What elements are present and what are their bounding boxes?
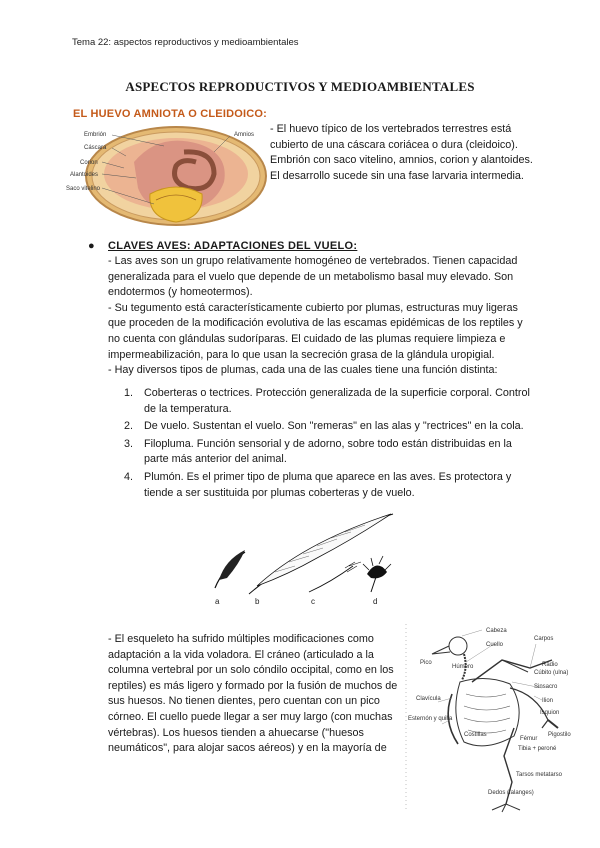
list-item: 1. Coberteras o tectrices. Protección generalizada de la superficie corporal. Control de la temperatura. xyxy=(124,387,530,415)
paragraph-amniote-egg: - El huevo típico de los vertebrados terrestres está cubierto de una cáscara coriácea o dura (cleidoico). Embrión con saco vitelino, amnios, corion y alantoides. El desarrollo sucede sin una fase larvaria intermedia. xyxy=(270,123,533,182)
skeleton-label-toes: Dedos (falanges) xyxy=(488,790,534,796)
skeleton-label-tibiotarsus: Tibia + peroné xyxy=(518,746,557,752)
bullet-dot: ● xyxy=(88,240,95,252)
bird-adaptations-text xyxy=(108,254,533,379)
feather-types-illustration xyxy=(205,508,395,606)
paragraph-bird-metabolism: - Las aves son un grupo relativamente homogéneo de vertebrados. Tienen capacidad generalizada para el vuelo que depende de un metabolismo basal muy elevado. Son endotermos (y homeotermos). xyxy=(108,255,518,299)
paragraph-skeleton: - El esqueleto ha sufrido múltiples modificaciones como adaptación a la vida voladora. El cráneo (articulado a la columna vertebral por un solo cóndilo occipital, como en los reptiles) es más ligero y formado por la fusión de muchos de sus huesos. No tienen dientes, pero cuentan con un pico córneo. El cuello puede llegar a ser muy largo (con muchas vértebras). Los huesos tienden a ahuecarse ("huesos neumáticos", para alojar sacos aéreos) y en la mayoría de xyxy=(108,633,398,755)
skeleton-label-neck: Cuello xyxy=(486,642,504,648)
skeleton-label-synsacrum: Sinsacro xyxy=(534,684,558,690)
feather-label-a: a xyxy=(215,597,220,606)
egg-label-yolk-sac: Saco vitelino xyxy=(66,186,101,192)
list-item: 2. De vuelo. Sustentan el vuelo. Son "remeras" en las alas y "rectrices" en la cola. xyxy=(124,420,524,433)
skeleton-label-femur: Fémur xyxy=(520,736,538,742)
egg-label-chorion: Corion xyxy=(80,160,98,166)
feather-d-down xyxy=(367,565,387,578)
skull xyxy=(449,637,467,655)
skeleton-label-beak: Pico xyxy=(420,660,432,666)
skeleton-label-tarsometatarsus: Tarsos metatarso xyxy=(516,772,563,778)
egg-label-shell: Cáscara xyxy=(84,145,107,151)
pygostyle xyxy=(548,720,558,728)
skeleton-label-ulna: Cúbito (ulna) xyxy=(534,670,569,676)
skeleton-label-sternum: Esternón y quilla xyxy=(408,716,453,722)
skeleton-label-skull: Cabeza xyxy=(486,628,507,634)
paragraph-feather-intro: - Hay diversos tipos de plumas, cada una de las cuales tiene una función distinta: xyxy=(108,364,498,377)
feather-types-list xyxy=(124,386,534,503)
document-header: Tema 22: aspectos reproductivos y medioambientales xyxy=(72,37,299,48)
skeleton-label-ribs: Costillas xyxy=(464,732,487,738)
feather-label-c: c xyxy=(311,597,315,606)
feather-a-vane xyxy=(219,550,245,580)
skeleton-label-pygostyle: Pigostilo xyxy=(548,732,571,738)
feather-label-d: d xyxy=(373,597,378,606)
skeleton-label-carpus: Carpos xyxy=(534,636,554,642)
skeleton-label-ilium: Ilion xyxy=(542,698,554,704)
feather-c-rachis xyxy=(309,566,353,592)
skeleton-label-ischium: Isquion xyxy=(540,710,560,716)
list-item: 3. Filopluma. Función sensorial y de adorno, sobre todo están distribuidas en la parte más anterior del animal. xyxy=(124,437,512,466)
bird-skeleton-illustration xyxy=(402,624,582,816)
toes xyxy=(492,804,520,812)
section-heading-bird-flight: CLAVES AVES: ADAPTACIONES DEL VUELO: xyxy=(108,240,358,252)
section-heading-amniote-egg: EL HUEVO AMNIOTA O CLEIDOICO: xyxy=(73,108,268,120)
skeleton-label-clavicle: Clavícula xyxy=(416,696,441,702)
egg-label-embryo: Embrión xyxy=(84,132,107,138)
amniote-egg-illustration xyxy=(64,122,268,228)
egg-label-amnion: Amnios xyxy=(234,132,255,138)
feather-label-b: b xyxy=(255,597,260,606)
skeleton-label-radius: Radio xyxy=(542,662,558,668)
paragraph-bird-integument: - Su tegumento está característicamente cubierto por plumas, estructuras muy ligeras que proceden de la modificación evolutiva de las escamas epidémicas de los reptiles y no cuenta con glándulas sudoríparas. El cuidado de las plumas requiere limpieza e impermeabilización, para lo que usan la secreción grasa de la glándula uropigial. xyxy=(108,301,523,361)
skeleton-label-humerus: Húmero xyxy=(452,664,474,670)
page-title: ASPECTOS REPRODUCTIVOS Y MEDIOAMBIENTALES xyxy=(125,79,475,94)
egg-label-allantois: Alantoides xyxy=(70,172,99,178)
beak xyxy=(432,646,450,654)
list-item: 4. Plumón. Es el primer tipo de pluma que aparece en las aves. Es protectora y tiende a ser sustituida por plumas coberteras y de vuelo. xyxy=(124,470,512,499)
